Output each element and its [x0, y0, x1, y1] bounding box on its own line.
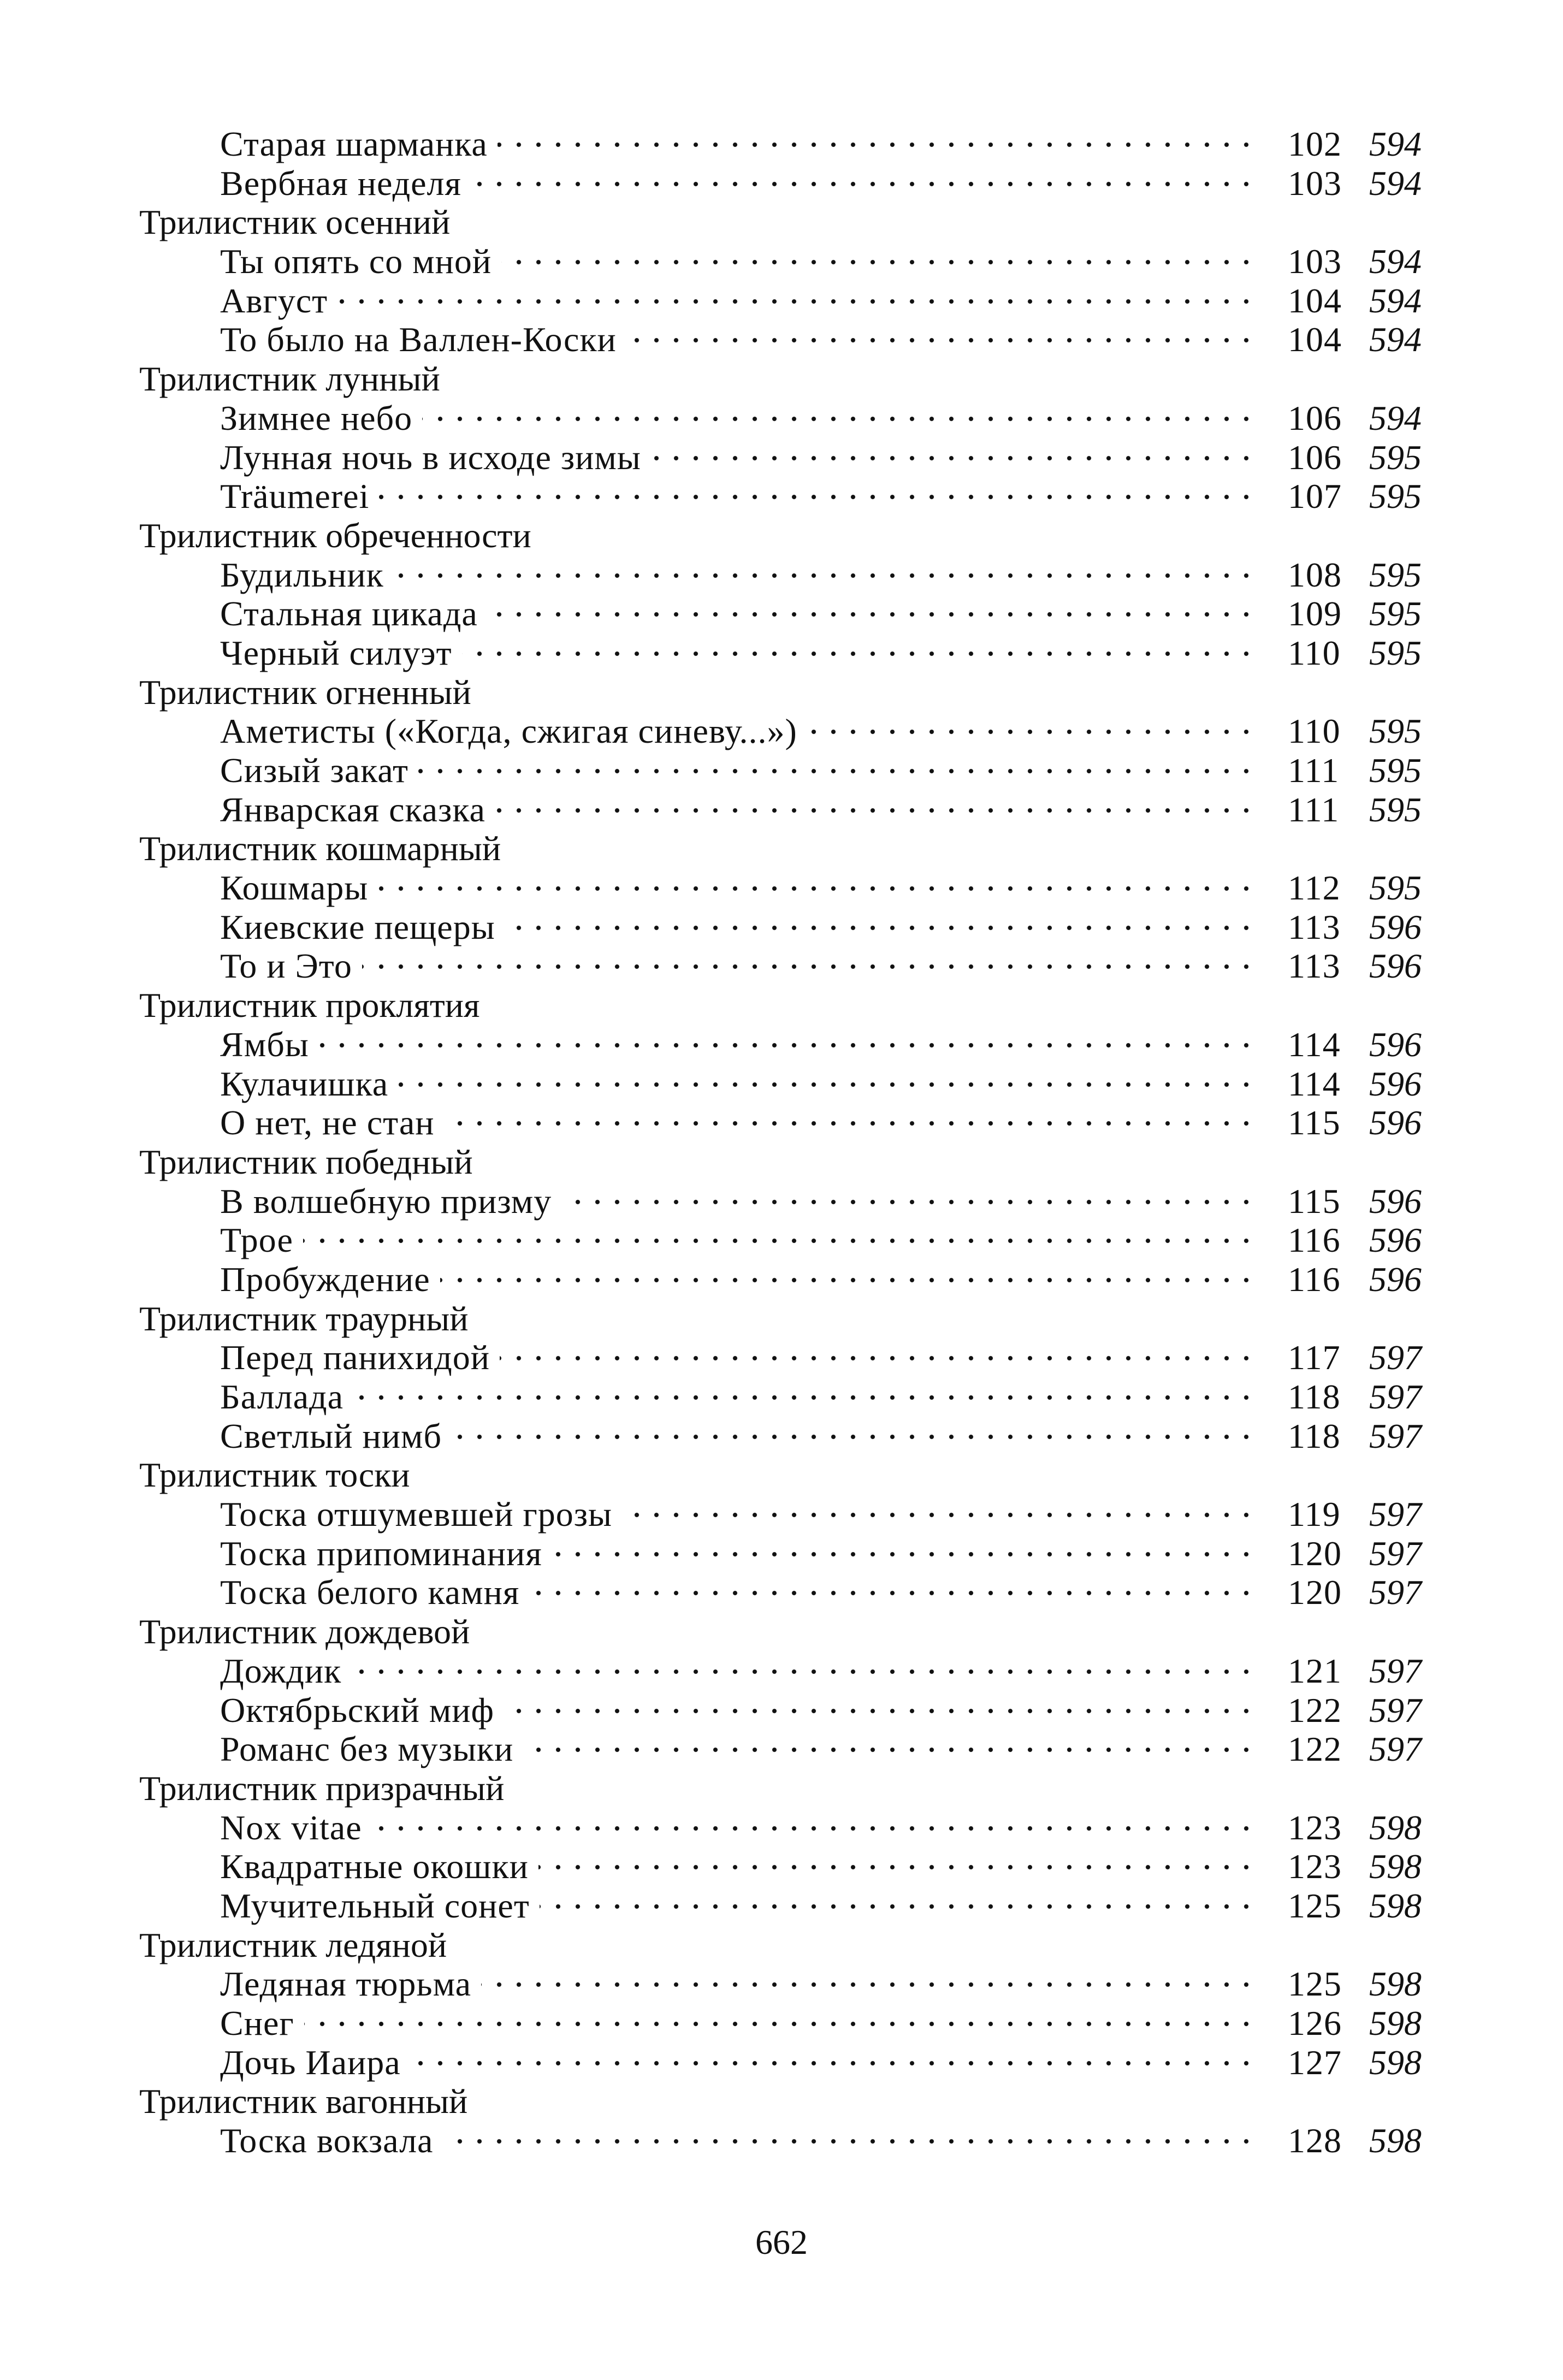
entry-page: 104 — [1288, 320, 1342, 359]
dot-leader — [495, 797, 1256, 824]
dot-leader — [319, 1032, 1256, 1059]
entry-note-page: 598 — [1369, 2121, 1422, 2160]
entry-page: 112 — [1288, 868, 1341, 908]
entry-page: 120 — [1288, 1534, 1342, 1573]
entry-note-page: 594 — [1369, 125, 1422, 163]
toc-entry — [139, 320, 1434, 359]
section-heading — [139, 986, 1434, 1025]
entry-note-page: 598 — [1369, 1886, 1422, 1925]
entry-title: Пробуждение — [220, 1259, 430, 1299]
section-heading — [139, 1142, 1434, 1182]
entry-note-page: 597 — [1369, 1377, 1422, 1416]
entry-title: Тоска припоминания — [220, 1534, 542, 1573]
entry-note-page: 598 — [1369, 1847, 1422, 1886]
toc-entry — [139, 1182, 1434, 1221]
section-title: Трилистник дождевой — [139, 1612, 470, 1651]
entry-title: Кулачишка — [220, 1064, 389, 1103]
toc-entry — [139, 1260, 1434, 1299]
entry-title: Трое — [220, 1221, 293, 1260]
table-of-contents — [139, 125, 1434, 2160]
toc-entry — [139, 1495, 1434, 1534]
toc-entry — [139, 868, 1434, 908]
toc-entry — [139, 2043, 1434, 2082]
section-title: Трилистник проклятия — [139, 986, 480, 1025]
entry-note-page: 597 — [1369, 1338, 1422, 1377]
toc-entry — [139, 1338, 1434, 1377]
entry-note-page: 596 — [1369, 946, 1422, 986]
entry-note-page: 594 — [1369, 242, 1422, 281]
entry-note-page: 594 — [1369, 281, 1422, 320]
section-heading — [139, 829, 1434, 868]
toc-entry — [139, 712, 1434, 751]
entry-page: 103 — [1288, 163, 1342, 203]
toc-entry — [139, 790, 1434, 830]
section-heading — [139, 203, 1434, 242]
entry-note-page: 595 — [1369, 633, 1422, 672]
toc-entry — [139, 1691, 1434, 1730]
entry-page: 111 — [1288, 751, 1340, 790]
entry-page: 126 — [1288, 2004, 1342, 2042]
section-title: Трилистник обреченности — [139, 516, 531, 555]
entry-note-page: 596 — [1369, 1103, 1422, 1142]
entry-title: Кошмары — [220, 868, 369, 908]
toc-entry — [139, 281, 1434, 321]
entry-title: Тоска отшумевшей грозы — [220, 1495, 612, 1534]
entry-note-page: 595 — [1369, 555, 1422, 594]
dot-leader — [523, 1736, 1256, 1763]
section-heading — [139, 1612, 1434, 1651]
dot-leader — [351, 1658, 1256, 1685]
toc-entry — [139, 1221, 1434, 1260]
entry-page: 114 — [1288, 1064, 1341, 1103]
entry-page: 113 — [1288, 907, 1341, 946]
entry-note-page: 595 — [1369, 712, 1422, 751]
entry-page: 116 — [1288, 1259, 1341, 1299]
entry-note-page: 595 — [1369, 751, 1422, 790]
dot-leader — [807, 718, 1256, 745]
entry-title: Träumerei — [220, 477, 370, 516]
entry-note-page: 597 — [1369, 1730, 1422, 1769]
entry-note-page: 595 — [1369, 594, 1422, 634]
toc-entry — [139, 555, 1434, 595]
section-heading — [139, 673, 1434, 712]
toc-entry — [139, 946, 1434, 986]
dot-leader — [398, 1071, 1256, 1098]
entry-title: Аметисты («Когда, сжигая синеву...») — [220, 712, 797, 751]
entry-title: Черный силуэт — [220, 633, 452, 672]
dot-leader — [452, 1423, 1256, 1451]
entry-title: Январская сказка — [220, 790, 486, 829]
entry-note-page: 598 — [1369, 2042, 1422, 2082]
dot-leader — [481, 1971, 1256, 1998]
toc-entry — [139, 2121, 1434, 2160]
entry-page: 128 — [1288, 2121, 1342, 2160]
dot-leader — [561, 1188, 1256, 1216]
dot-leader — [440, 1266, 1256, 1294]
section-title: Трилистник кошмарный — [139, 829, 501, 868]
section-title: Трилистник траурный — [139, 1299, 469, 1338]
dot-leader — [445, 1110, 1256, 1137]
entry-note-page: 596 — [1369, 1064, 1422, 1103]
entry-note-page: 596 — [1369, 1221, 1422, 1260]
entry-title: Старая шарманка — [220, 125, 488, 163]
entry-page: 123 — [1288, 1808, 1342, 1847]
entry-note-page: 594 — [1369, 320, 1422, 359]
entry-title: Тоска вокзала — [220, 2121, 434, 2160]
entry-note-page: 597 — [1369, 1534, 1422, 1573]
entry-page: 123 — [1288, 1847, 1342, 1886]
toc-entry — [139, 1534, 1434, 1573]
entry-title: Светлый нимб — [220, 1416, 442, 1455]
entry-page: 108 — [1288, 555, 1342, 594]
entry-title: Nox vitae — [220, 1808, 362, 1847]
dot-leader — [500, 1345, 1256, 1372]
dot-leader — [422, 405, 1256, 433]
toc-entry — [139, 125, 1434, 164]
dot-leader — [488, 601, 1256, 628]
entry-page: 116 — [1288, 1221, 1341, 1260]
dot-leader — [529, 1579, 1256, 1607]
entry-page: 114 — [1288, 1025, 1341, 1064]
entry-note-page: 598 — [1369, 1964, 1422, 2004]
toc-entry — [139, 438, 1434, 477]
section-heading — [139, 1455, 1434, 1495]
entry-title: Перед панихидой — [220, 1338, 490, 1377]
entry-page: 102 — [1288, 125, 1342, 163]
entry-page: 106 — [1288, 398, 1342, 437]
toc-entry — [139, 594, 1434, 634]
dot-leader — [626, 327, 1256, 354]
toc-entry — [139, 399, 1434, 438]
dot-leader — [552, 1541, 1256, 1568]
toc-entry — [139, 634, 1434, 673]
section-heading — [139, 516, 1434, 555]
toc-entry — [139, 1808, 1434, 1848]
entry-note-page: 597 — [1369, 1690, 1422, 1730]
section-heading — [139, 1769, 1434, 1808]
toc-entry — [139, 1417, 1434, 1456]
section-title: Трилистник вагонный — [139, 2082, 468, 2121]
section-title: Трилистник ледяной — [139, 1925, 447, 1964]
entry-page: 110 — [1288, 712, 1341, 751]
dot-leader — [651, 445, 1256, 472]
entry-note-page: 597 — [1369, 1495, 1422, 1534]
dot-leader — [505, 914, 1256, 942]
entry-page: 115 — [1288, 1103, 1341, 1142]
entry-title: Тоска белого камня — [220, 1573, 520, 1612]
toc-entry — [139, 477, 1434, 516]
dot-leader — [362, 953, 1256, 980]
entry-page: 111 — [1288, 790, 1340, 829]
dot-leader — [372, 1815, 1256, 1842]
entry-page: 125 — [1288, 1886, 1342, 1925]
dot-leader — [462, 640, 1256, 667]
entry-note-page: 596 — [1369, 1181, 1422, 1221]
entry-page: 115 — [1288, 1181, 1341, 1221]
entry-title: Вербная неделя — [220, 163, 461, 203]
entry-title: Ты опять со мной — [220, 242, 492, 281]
entry-page: 117 — [1288, 1338, 1341, 1377]
section-title: Трилистник победный — [139, 1142, 473, 1181]
page-number: 662 — [755, 2223, 808, 2261]
entry-title: Зимнее небо — [220, 398, 413, 437]
entry-note-page: 597 — [1369, 1651, 1422, 1690]
entry-title: Киевские пещеры — [220, 907, 495, 946]
entry-title: То было на Валлен-Коски — [220, 320, 617, 359]
entry-note-page: 598 — [1369, 1808, 1422, 1847]
entry-note-page: 595 — [1369, 437, 1422, 477]
toc-entry — [139, 1377, 1434, 1417]
dot-leader — [540, 1893, 1256, 1920]
entry-title: Баллада — [220, 1377, 344, 1416]
toc-entry — [139, 242, 1434, 281]
entry-note-page: 598 — [1369, 2004, 1422, 2042]
entry-note-page: 594 — [1369, 163, 1422, 203]
entry-note-page: 595 — [1369, 868, 1422, 908]
entry-note-page: 596 — [1369, 907, 1422, 946]
section-title: Трилистник призрачный — [139, 1768, 505, 1808]
toc-entry — [139, 751, 1434, 790]
dot-leader — [443, 2128, 1256, 2155]
toc-entry — [139, 1103, 1434, 1142]
entry-page: 118 — [1288, 1377, 1341, 1416]
section-heading — [139, 2082, 1434, 2121]
entry-page: 113 — [1288, 946, 1341, 986]
toc-entry — [139, 1025, 1434, 1064]
entry-page: 109 — [1288, 594, 1342, 634]
dot-leader — [353, 1384, 1256, 1411]
toc-entry — [139, 1573, 1434, 1612]
toc-entry — [139, 164, 1434, 203]
dot-leader — [338, 288, 1256, 315]
entry-title: Стальная цикада — [220, 594, 478, 634]
section-title: Трилистник осенний — [139, 203, 451, 242]
entry-page: 103 — [1288, 242, 1342, 281]
entry-title: Сизый закат — [220, 751, 408, 790]
section-title: Трилистник тоски — [139, 1455, 410, 1495]
entry-page: 120 — [1288, 1573, 1342, 1612]
entry-page: 119 — [1288, 1495, 1341, 1534]
entry-page: 122 — [1288, 1690, 1342, 1730]
entry-title: Август — [220, 281, 328, 320]
entry-note-page: 597 — [1369, 1416, 1422, 1455]
entry-note-page: 594 — [1369, 398, 1422, 437]
entry-title: Ледяная тюрьма — [220, 1964, 472, 2004]
entry-page: 127 — [1288, 2042, 1342, 2082]
dot-leader — [471, 170, 1256, 198]
entry-title: О нет, не стан — [220, 1103, 435, 1142]
dot-leader — [411, 2050, 1256, 2077]
entry-title: Снег — [220, 2004, 294, 2042]
entry-note-page: 596 — [1369, 1259, 1422, 1299]
toc-entry — [139, 908, 1434, 947]
toc-entry — [139, 1651, 1434, 1691]
dot-leader — [498, 131, 1256, 158]
dot-leader — [378, 875, 1256, 902]
entry-page: 125 — [1288, 1964, 1342, 2004]
entry-page: 106 — [1288, 437, 1342, 477]
toc-entry — [139, 2004, 1434, 2043]
section-heading — [139, 359, 1434, 399]
dot-leader — [622, 1501, 1256, 1529]
dot-leader — [538, 1854, 1256, 1881]
entry-page: 104 — [1288, 281, 1342, 320]
dot-leader — [379, 483, 1256, 511]
entry-title: Лунная ночь в исходе зимы — [220, 437, 641, 477]
dot-leader — [501, 248, 1256, 276]
entry-title: Дочь Иаира — [220, 2042, 401, 2082]
entry-title: Ямбы — [220, 1025, 309, 1064]
entry-note-page: 595 — [1369, 790, 1422, 829]
entry-title: То и Это — [220, 946, 352, 986]
entry-title: Романс без музыки — [220, 1730, 514, 1769]
section-heading — [139, 1926, 1434, 1965]
toc-entry — [139, 1730, 1434, 1769]
toc-entry — [139, 1064, 1434, 1104]
entry-title: Квадратные окошки — [220, 1847, 529, 1886]
section-heading — [139, 1299, 1434, 1339]
entry-title: Будильник — [220, 555, 384, 594]
entry-note-page: 596 — [1369, 1025, 1422, 1064]
toc-entry — [139, 1847, 1434, 1886]
dot-leader — [418, 757, 1256, 785]
entry-title: Мучительный сонет — [220, 1886, 530, 1925]
entry-page: 121 — [1288, 1651, 1342, 1690]
entry-page: 107 — [1288, 477, 1342, 516]
entry-note-page: 597 — [1369, 1573, 1422, 1612]
entry-title: В волшебную призму — [220, 1181, 552, 1221]
dot-leader — [304, 2010, 1256, 2038]
section-title: Трилистник огненный — [139, 672, 471, 712]
entry-title: Дождик — [220, 1651, 342, 1690]
entry-page: 118 — [1288, 1416, 1341, 1455]
entry-note-page: 595 — [1369, 477, 1422, 516]
entry-page: 110 — [1288, 633, 1341, 672]
entry-title: Октябрьский миф — [220, 1690, 494, 1730]
entry-page: 122 — [1288, 1730, 1342, 1769]
dot-leader — [394, 562, 1256, 589]
section-title: Трилистник лунный — [139, 359, 440, 399]
toc-entry — [139, 1886, 1434, 1926]
toc-entry — [139, 1964, 1434, 2004]
dot-leader — [504, 1697, 1256, 1725]
dot-leader — [303, 1227, 1256, 1254]
